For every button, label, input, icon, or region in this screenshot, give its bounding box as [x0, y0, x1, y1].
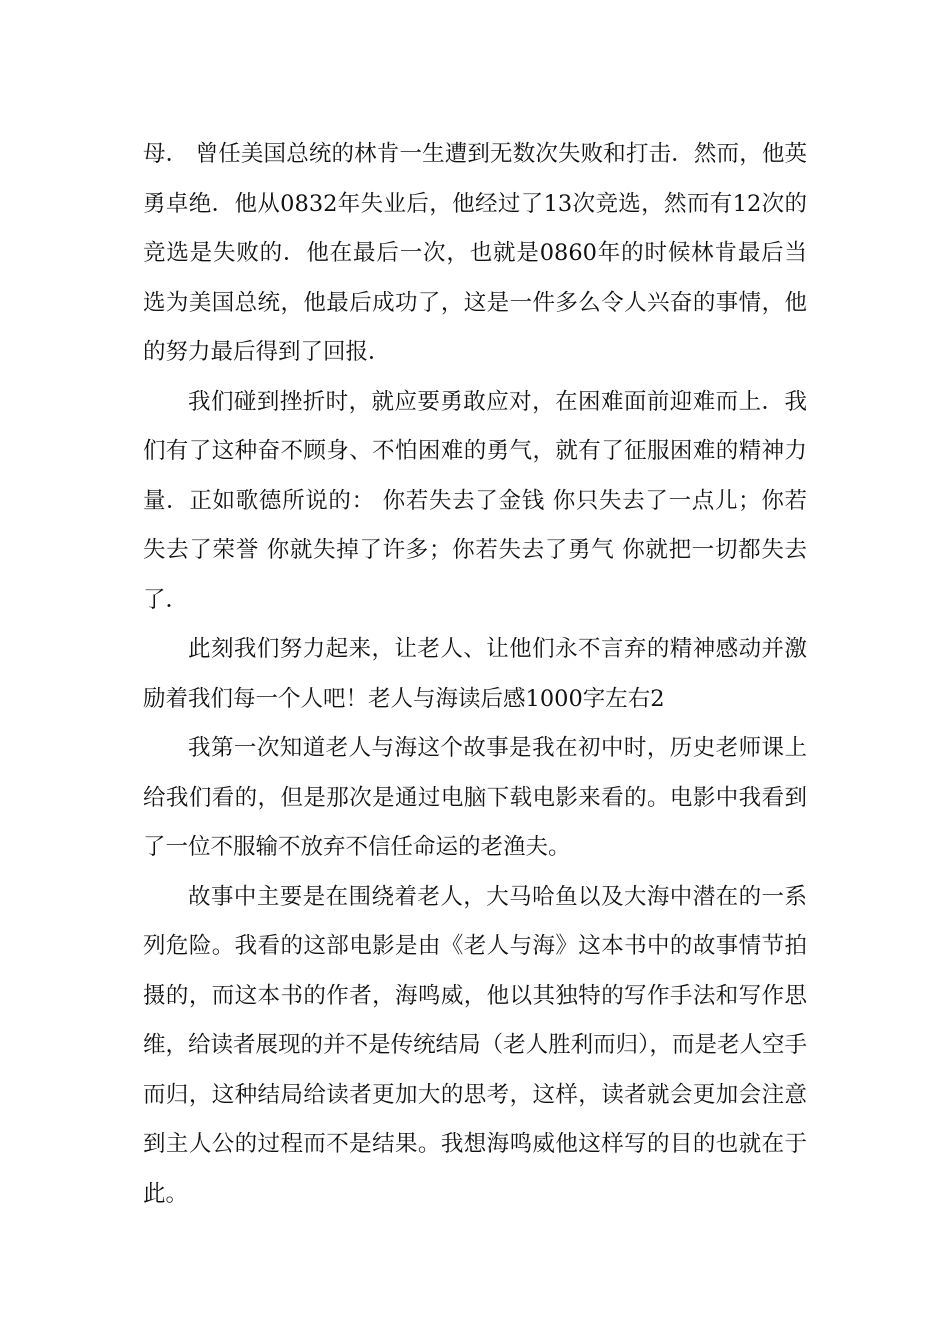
paragraph-inspire: 此刻我们努力起来，让老人、让他们永不言弃的精神感动并激励着我们每一个人吧！老人与海读后感1000字左右2: [143, 636, 807, 712]
paragraph-first-time: 我第一次知道老人与海这个故事是我在初中时，历史老师课上给我们看的，但是那次是通过电脑下载电影来看的。电影中我看到了一位不服输不放弃不信任命运的老渔夫。: [143, 735, 807, 860]
paragraph-courage: 我们碰到挫折时，就应要勇敢应对，在困难面前迎难而上．我们有了这种奋不顾身、不怕困难的勇气，就有了征服困难的精神力量．正如歌德所说的： 你若失去了金钱 你只失去了一点儿；你若失去了荣誉 你就失掉了许多；你若失去了勇气 你就把一切都失去了．: [143, 388, 807, 613]
document-body: [143, 130, 807, 1219]
paragraph-story: 故事中主要是在围绕着老人，大马哈鱼以及大海中潜在的一系列危险。我看的这部电影是由《老人与海》这本书中的故事情节拍摄的，而这本书的作者，海鸣威，他以其独特的写作手法和写作思维，给读者展现的并不是传统结局（老人胜利而归），而是老人空手而归，这种结局给读者更加大的思考，这样，读者就会更加会注意到主人公的过程而不是结果。我想海鸣威他这样写的目的也就在于此。: [143, 883, 807, 1207]
paragraph-lincoln: 母． 曾任美国总统的林肯一生遭到无数次失败和打击．然而，他英勇卓绝．他从0832年失业后，他经过了13次竞选，然而有12次的竞选是失败的．他在最后一次，也就是0860年的时候林肯最后当选为美国总统，他最后成功了，这是一件多么令人兴奋的事情，他的努力最后得到了回报．: [143, 141, 807, 365]
